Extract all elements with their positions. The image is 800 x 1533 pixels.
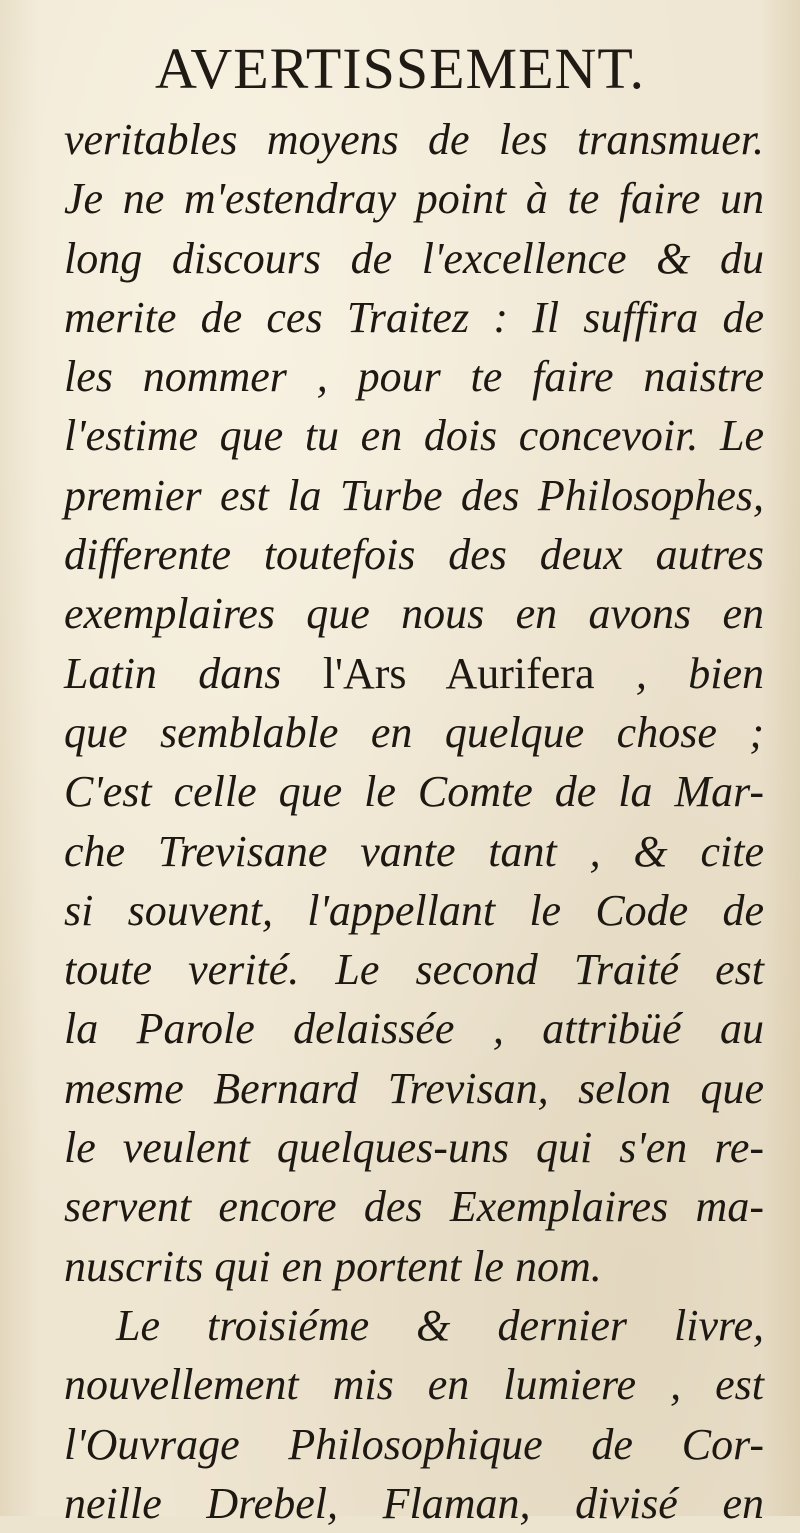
text-line: Je ne m'estendray point à te faire un: [64, 174, 764, 224]
page-heading: AVERTISSEMENT.: [154, 36, 646, 101]
text-segment: , bien: [594, 648, 764, 698]
text-line: nuscrits qui en portent le nom.: [64, 1241, 602, 1291]
text-line: premier est la Turbe des Philosophes,: [64, 470, 764, 520]
text-line: toute verité. Le second Traité est: [64, 945, 764, 995]
text-line: neille Drebel, Flaman, divisé en: [64, 1478, 764, 1528]
text-line: mesme Bernard Trevisan, selon que: [64, 1063, 764, 1113]
text-line: che Trevisane vante tant , & cite: [64, 826, 764, 876]
text-line: veritables moyens de les transmuer.: [64, 115, 764, 164]
text-line: la Parole delaissée , attribüé au: [64, 1004, 764, 1054]
text-line: differente toutefois des deux autres: [64, 530, 764, 580]
text-line: long discours de l'excellence & du: [64, 233, 764, 283]
text-line: l'Ouvrage Philosophique de Cor-: [64, 1419, 764, 1469]
text-segment: Latin dans: [64, 648, 323, 698]
text-line: C'est celle que le Comte de la Mar-: [64, 767, 764, 817]
text-line: l'estime que tu en dois concevoir. Le: [64, 411, 764, 461]
text-line: [64, 644, 764, 703]
text-line: nouvellement mis en lumiere , est: [64, 1360, 764, 1410]
book-title-ars-aurifera: l'Ars Aurifera: [322, 648, 595, 698]
text-line: servent encore des Exemplaires ma-: [64, 1182, 764, 1232]
text-line: merite de ces Traitez : Il suffira de: [64, 292, 764, 342]
text-line: que semblable en quelque chose ;: [64, 707, 764, 757]
text-line: les nommer , pour te faire naistre: [64, 352, 764, 402]
text-line: si souvent, l'appellant le Code de: [64, 885, 764, 935]
text-line: Le troisiéme & dernier livre,: [116, 1300, 764, 1350]
text-line: exemplaires que nous en avons en: [64, 589, 764, 639]
body-text: [64, 110, 764, 1533]
text-line: le veulent quelques-uns qui s'en re-: [64, 1123, 764, 1173]
